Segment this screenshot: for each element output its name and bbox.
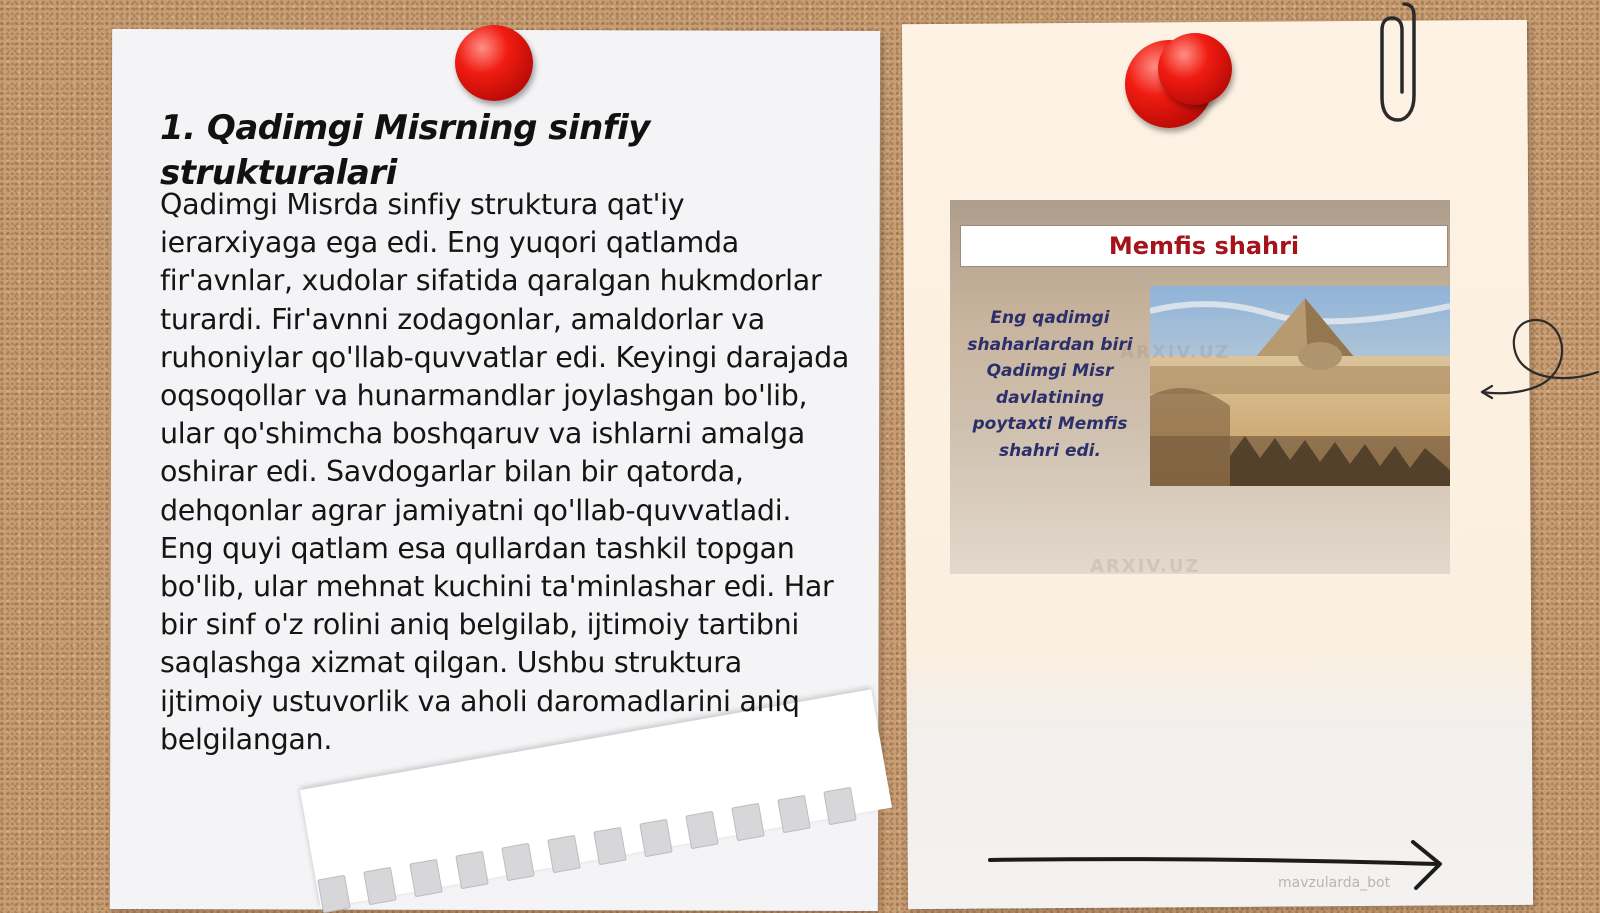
picture-banner-text: Memfis shahri: [1108, 232, 1300, 260]
footer-watermark: mavzularda_bot: [1278, 875, 1391, 891]
scribble-loop-icon: [1480, 310, 1600, 410]
pyramid-photo: [1150, 286, 1450, 486]
picture-caption: Eng qadimgi shaharlardan biri Qadimgi Misr davlatining poytaxti Memfis shahri edi.: [967, 308, 1133, 461]
memfis-picture: [950, 200, 1450, 574]
body-paragraph: Qadimgi Misrda sinfiy struktura qat'iy ierarxiyaga ega edi. Eng yuqori qatlamda fir'avnlar, xudolar sifatida qaralgan hukmdorlar turardi. Fir'avnni zodagonlar, amaldorlar va ruhoniylar qo'llab-quvvatlar edi. Keyingi darajada oqsoqollar va hunarmandlar joylashgan bo'lib, ular qo'shimcha boshqaruv va ishlarni amalga oshirar edi. Savdogarlar bilan bir qatorda, dehqonlar agrar jamiyatni qo'llab-quvvatladi. Eng quyi qatlam esa qullardan tashkil topgan bo'lib, ular mehnat kuchini ta'minlashar edi. Har bir sinf o'z rolini aniq belgilab, ijtimoiy tartibni saqlashga xizmat qilgan. Ushbu struktura ijtimoiy ustuvorlik va aholi daromadlarini aniq belgilangan.: [160, 188, 850, 756]
watermark: ARXIV.UZ: [1120, 342, 1231, 363]
pushpin-icon: [1158, 33, 1232, 105]
paperclip-icon: [1378, 0, 1422, 124]
pushpin-icon: [455, 25, 533, 101]
slide-title: 1. Qadimgi Misrning sinfiy strukturalari: [160, 108, 650, 193]
watermark: ARXIV.UZ: [1090, 556, 1201, 574]
torn-paper-tabs: [320, 812, 880, 902]
picture-banner: [960, 225, 1448, 267]
